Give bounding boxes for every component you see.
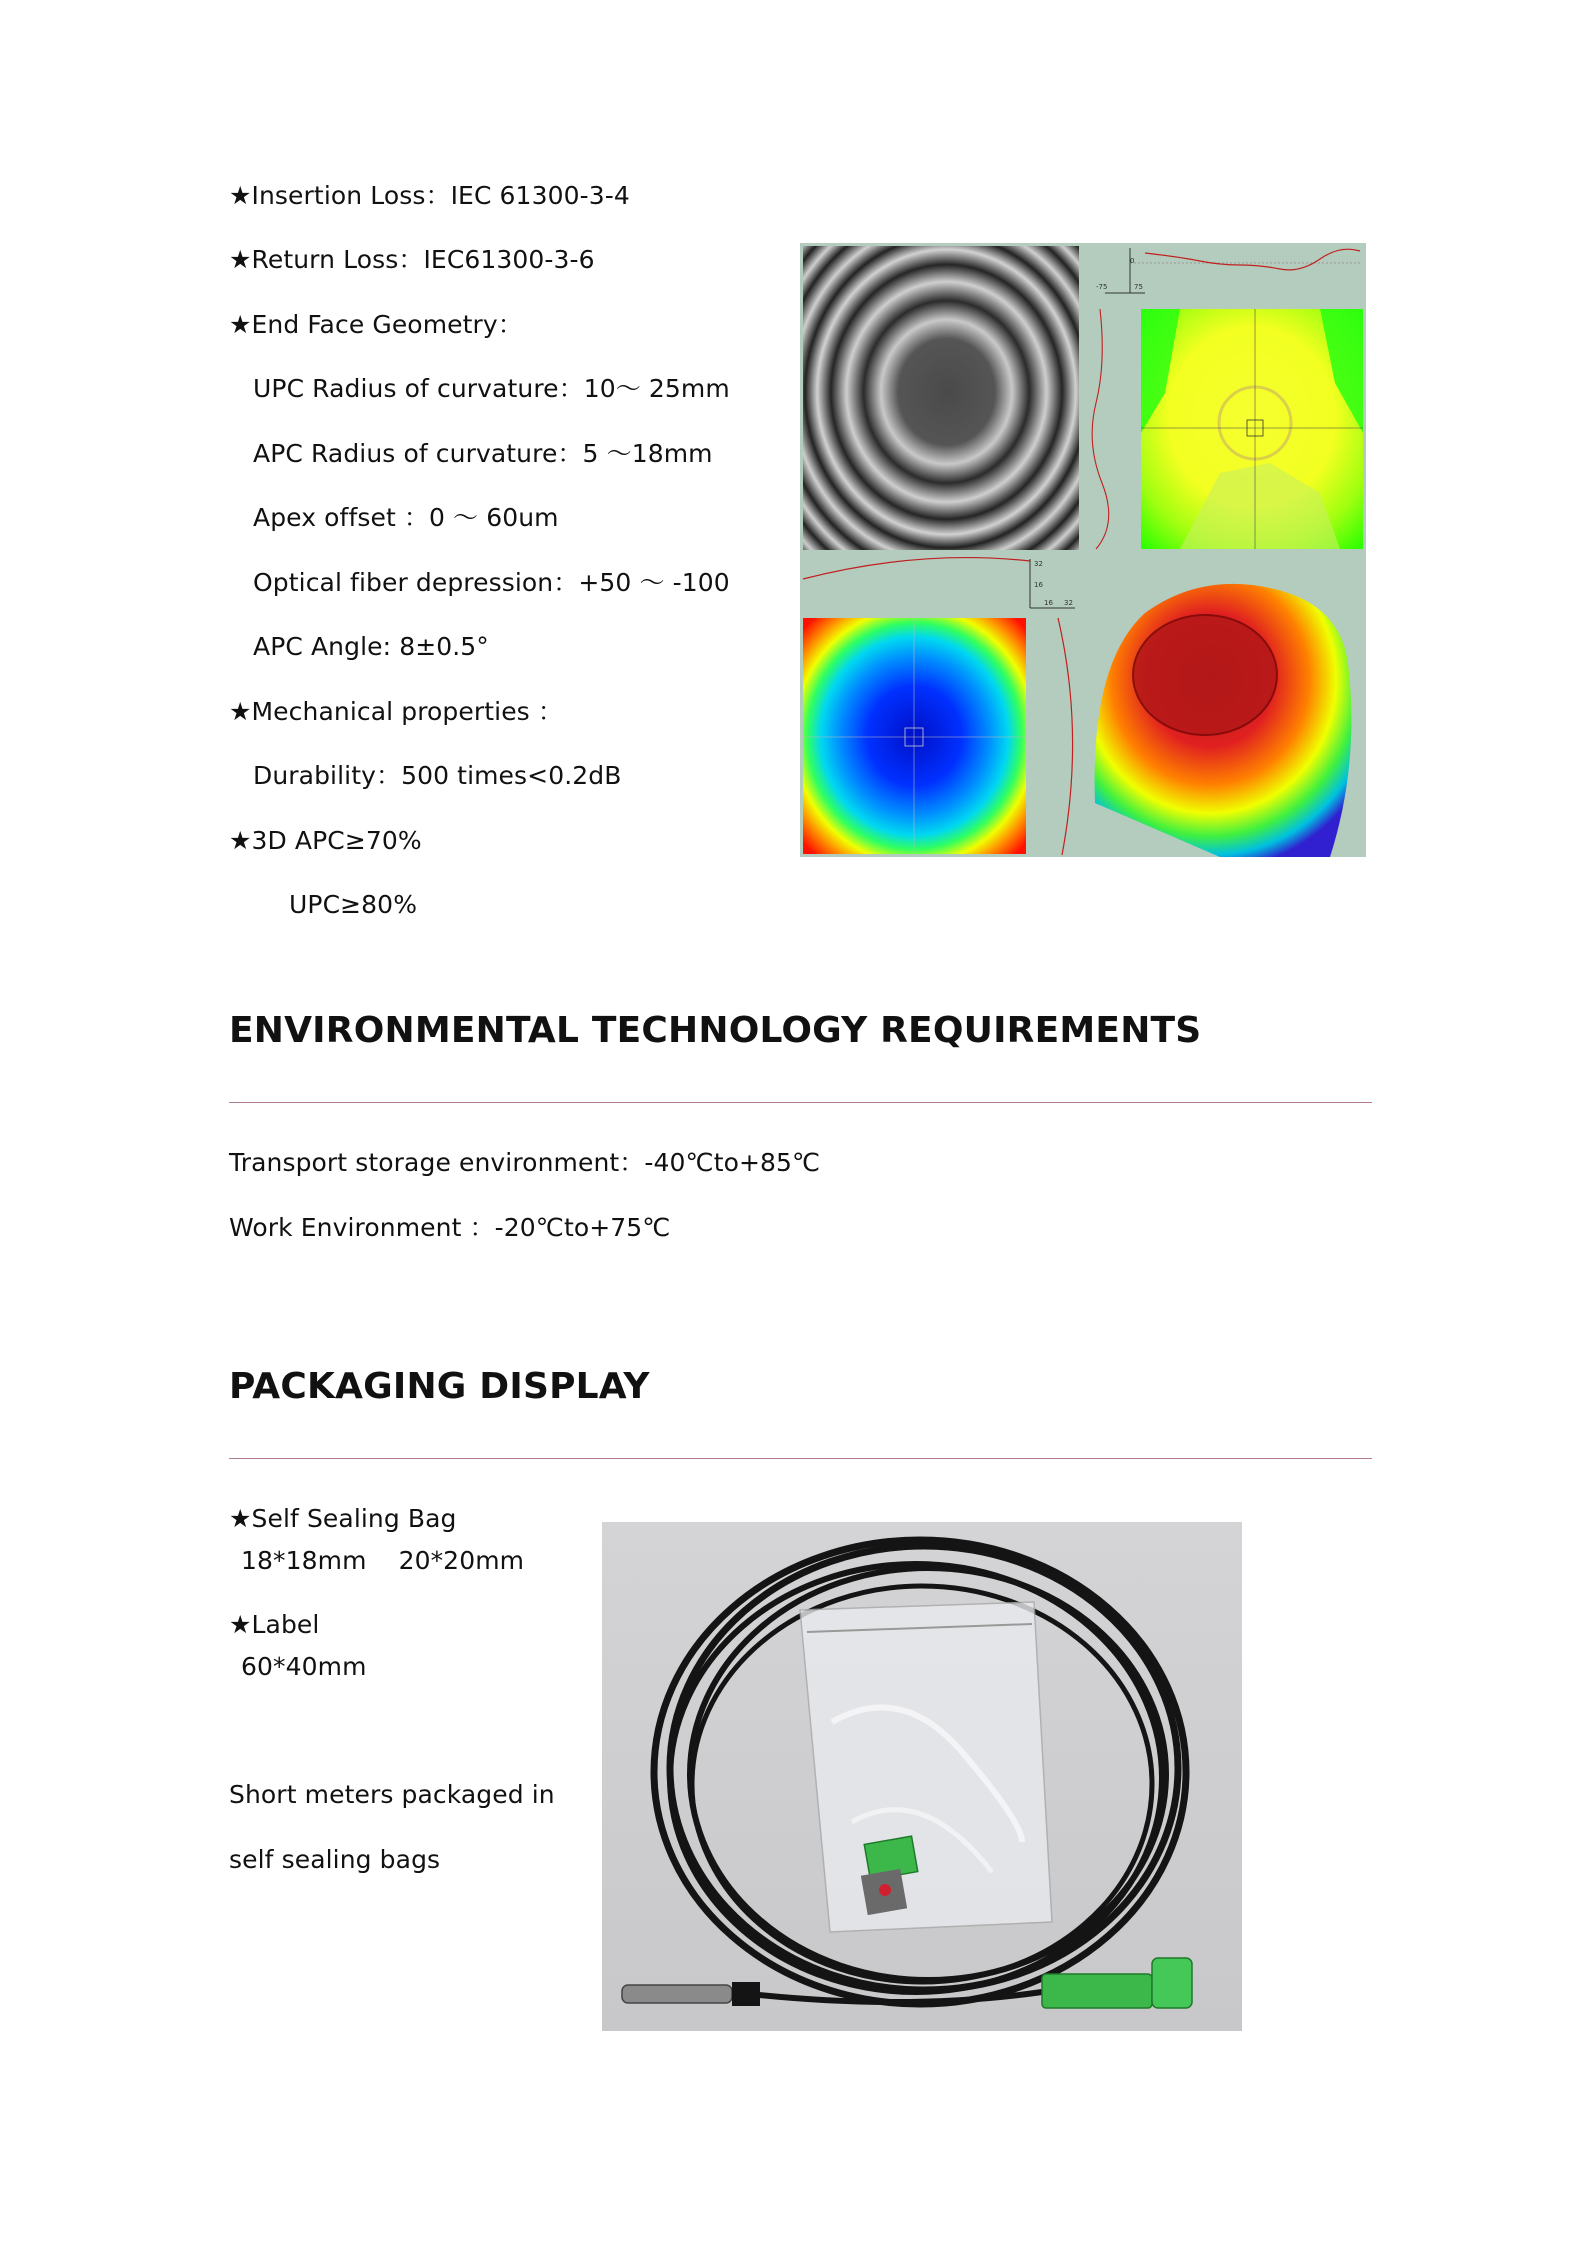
note-line1: Short meters packaged in — [229, 1780, 555, 1809]
tick-neg: -75 — [1096, 283, 1108, 291]
environment-divider — [229, 1102, 1372, 1103]
env-work: Work Environment ：-20℃to+75℃ — [229, 1213, 671, 1242]
packaging-photo — [602, 1522, 1242, 2031]
interferometer-image — [800, 243, 1366, 857]
tick-32b: 32 — [1064, 599, 1073, 607]
spec-mechanical: ★Mechanical properties ： — [229, 697, 563, 726]
bag-sizes: 18*18mm 20*20mm — [241, 1546, 525, 1575]
tick-16b: 16 — [1044, 599, 1053, 607]
spec-apc-radius: APC Radius of curvature：5 ～18mm — [253, 439, 713, 468]
env-transport: Transport storage environment：-40℃to+85℃ — [229, 1148, 821, 1177]
spec-apc-angle: APC Angle: 8±0.5° — [253, 632, 489, 661]
spec-insertion-loss: ★Insertion Loss：IEC 61300-3-4 — [229, 181, 630, 210]
note-line2: self sealing bags — [229, 1845, 441, 1874]
spec-apex-offset: Apex offset ：0 ～ 60um — [253, 503, 559, 532]
spec-return-loss: ★Return Loss：IEC61300-3-6 — [229, 245, 595, 274]
tick-32: 32 — [1034, 560, 1043, 568]
spec-durability: Durability：500 times<0.2dB — [253, 761, 622, 790]
label-size: 60*40mm — [241, 1652, 367, 1681]
label-title: ★Label — [229, 1610, 320, 1639]
spec-end-face-geometry: ★End Face Geometry： — [229, 310, 523, 339]
bag-title: ★Self Sealing Bag — [229, 1504, 457, 1533]
tick-pos: 75 — [1134, 283, 1143, 291]
spec-fiber-depression: Optical fiber depression：+50 ～ -100 — [253, 568, 730, 597]
environment-heading: ENVIRONMENTAL TECHNOLOGY REQUIREMENTS — [229, 1010, 1202, 1051]
tick-16: 16 — [1034, 581, 1043, 589]
spec-3d-apc: ★3D APC≥70% — [229, 826, 422, 855]
spec-3d-upc: UPC≥80% — [289, 890, 418, 919]
packaging-divider — [229, 1458, 1372, 1459]
spec-upc-radius: UPC Radius of curvature：10～ 25mm — [253, 374, 730, 403]
packaging-heading: PACKAGING DISPLAY — [229, 1366, 650, 1407]
tick-zero: 0 — [1130, 257, 1135, 265]
